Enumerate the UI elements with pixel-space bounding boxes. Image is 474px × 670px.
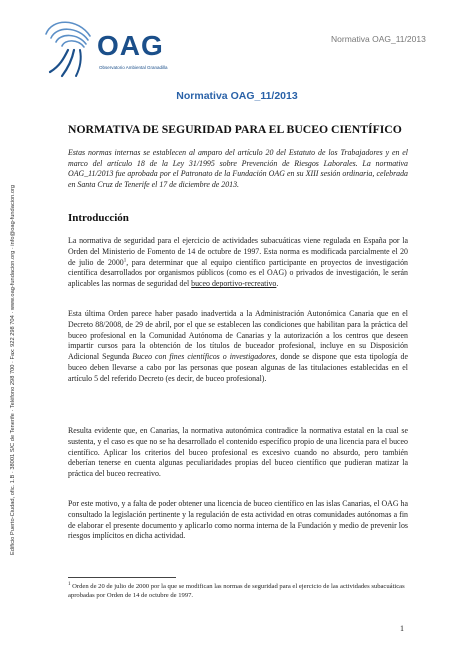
paragraph-1-text-c: . xyxy=(276,279,279,289)
shell-logo-icon xyxy=(38,14,98,80)
logo-wordmark: OAG xyxy=(97,30,164,61)
logo-subtitle: Observatorio Ambiental Granadilla xyxy=(99,65,168,70)
section-heading: Introducción xyxy=(68,212,129,224)
paragraph-1 xyxy=(68,236,408,290)
paragraph-4: Por este motivo, y a falta de poder obtener una licencia de buceo científico en las islas Canarias, el OAG ha consultado la legislación pertinente y la regulación de esta actividad en otras comunidades autónomas a fin de elaborar el presente documento y aplicarlo como norma interna de la Fundación y medio de prevenir los riesgos implícitos en dicha actividad. xyxy=(68,499,408,541)
document-code: Normativa OAG_11/2013 xyxy=(176,90,298,102)
footnote-ref[interactable]: 1 xyxy=(123,257,127,263)
document-title: NORMATIVA DE SEGURIDAD PARA EL BUCEO CIENTÍFICO xyxy=(68,123,402,136)
header-reference: Normativa OAG_11/2013 xyxy=(331,34,426,44)
oag-logo xyxy=(38,14,178,80)
paragraph-2-text-b: , donde se dispone que esta tipología de buceo deben llevarse a cabo por las personas que posean algunas de las titulaciones establecidas en el artículo 5 del referido Decreto (es decir, de buceo profesional). xyxy=(68,352,408,383)
footnote xyxy=(68,582,408,600)
footnote-text: Orden de 20 de julio de 2000 por la que se modifican las normas de seguridad para el ejercicio de las actividades subacuáticas aprobadas por Orden de 14 de octubre de 1997. xyxy=(68,583,405,599)
paragraph-2-text-a: Esta última Orden parece haber pasado inadvertida a la Administración Autonómica Canaria que en el Decreto 88/2008, de 29 de abril, por el que se establecen las condiciones que habilitan para la práctica del buceo profesional en la Comunidad Autónoma de Canarias y la autorización a los centros que deseen impartir cursos para la obtención de los títulos de buceador profesional, incluye en su Disposición Adicional Segunda xyxy=(68,309,408,362)
contact-text: Edificio Puerto-Ciudad, ofic. 1.B · 38001 S/C de Tenerife · Teléfono 298 700 · Fax: 922 298 704 · www.oag-fundacion.org · info@oag-fundacion.org xyxy=(10,184,16,555)
footnote-divider xyxy=(68,577,176,578)
abstract-paragraph: Estas normas internas se establecen al amparo del artículo 20 del Estatuto de los Trabajadores y en el marco del artículo 18 de la Ley 31/1995 sobre Prevención de Riesgos Laborales. La normativa OAG_11/2013 fue aprobada por el Patronato de la Fundación OAG en su XIII sesión ordinaria, celebrada en Santa Cruz de Tenerife el 17 de diciembre de 2013. xyxy=(68,148,408,189)
paragraph-2 xyxy=(68,309,408,385)
paragraph-2-italic: Buceo con fines científicos o investigadores xyxy=(132,352,276,362)
paragraph-3: Resulta evidente que, en Canarias, la normativa autonómica contradice la normativa estatal en la cual se sustenta, y el caso es que no se ha desarrollado el contenido específico propio de una licencia para el buceo científico. Aplicar los criterios del buceo profesional es excesivo cuando no absurdo, pero también deberían tenerse en cuenta algunas peculiaridades propias del buceo científico que pudieran matizar la práctica del buceo recreativo. xyxy=(68,426,408,479)
paragraph-1-text-a: La normativa de seguridad para el ejercicio de actividades subacuáticas viene regulada en España por la Orden del Ministerio de Fomento de 14 de octubre de 1997. Esta norma es modificada parcialmente el 20 de julio de 2000 xyxy=(68,236,408,267)
page-number: 1 xyxy=(400,624,404,633)
paragraph-1-text-b: , para determinar que al equipo científico participante en proyectos de investigación científica desarrollados por organismos públicos (como es el OAG) o privados de investigación, le serán aplicables las normas de seguridad del xyxy=(68,257,409,289)
footnote-mark: 1 xyxy=(68,581,71,587)
buceo-recreativo-link[interactable]: buceo deportivo-recreativo xyxy=(191,279,277,289)
